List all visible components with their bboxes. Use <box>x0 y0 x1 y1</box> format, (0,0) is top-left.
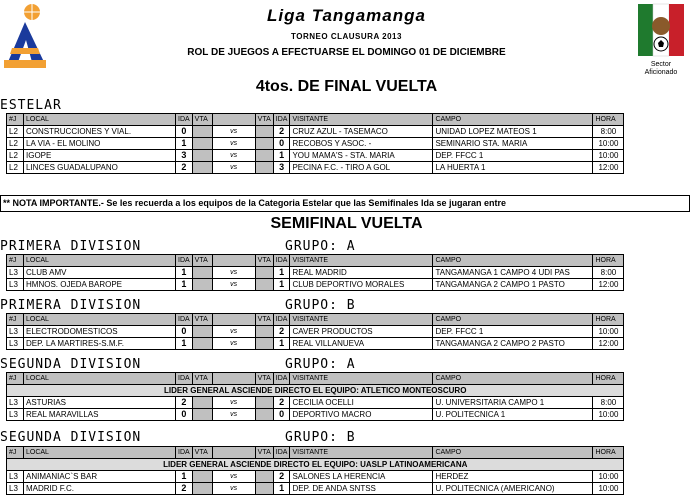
column-header-vs <box>212 255 255 267</box>
schedule-title: ROL DE JUEGOS A EFECTUARSE EL DOMINGO 01 DE DICIEMBRE <box>187 47 506 58</box>
group-label: GRUPO: B <box>285 298 356 313</box>
cell-vta2 <box>255 409 273 421</box>
cell-visitante: YOU MAMA'S - STA. MARIA <box>290 150 433 162</box>
cell-vta2 <box>255 150 273 162</box>
cell-local: LINCES GUADALUPANO <box>24 162 176 174</box>
cell-j: L2 <box>7 138 24 150</box>
table-row <box>7 126 624 138</box>
cell-hora: 10:00 <box>593 483 624 495</box>
cell-j: L3 <box>7 397 24 409</box>
cell-ida: 0 <box>176 326 193 338</box>
column-header-vs <box>212 373 255 385</box>
cell-vs: vs <box>212 126 255 138</box>
cell-vta2 <box>255 279 273 291</box>
table-header-row <box>7 314 624 326</box>
column-header-hora: HORA <box>593 255 624 267</box>
cell-vs: vs <box>212 397 255 409</box>
cell-vs: vs <box>212 138 255 150</box>
cell-ida: 1 <box>176 138 193 150</box>
table-row <box>7 471 624 483</box>
cell-vta2 <box>255 126 273 138</box>
group-label: GRUPO: B <box>285 430 356 445</box>
cell-local: ASTURIAS <box>24 397 176 409</box>
cell-hora: 10:00 <box>593 150 624 162</box>
cell-local: ANIMANIAC`S BAR <box>24 471 176 483</box>
column-header-hora: HORA <box>593 447 624 459</box>
column-header-campo: CAMPO <box>433 373 593 385</box>
column-header-ida2: IDA <box>273 447 290 459</box>
cell-visitante: CECILIA OCELLI <box>290 397 433 409</box>
division-label: PRIMERA DIVISION <box>0 239 142 254</box>
cell-j: L3 <box>7 409 24 421</box>
cell-ida: 0 <box>176 126 193 138</box>
cell-campo: DEP. FFCC 1 <box>433 150 593 162</box>
cell-visitante: REAL MADRID <box>290 267 433 279</box>
cell-ida2: 1 <box>273 338 290 350</box>
round1-title: 4tos. DE FINAL VUELTA <box>255 78 438 95</box>
cell-vta <box>192 483 212 495</box>
cell-hora: 10:00 <box>593 326 624 338</box>
column-header-visitante: VISITANTE <box>290 314 433 326</box>
cell-visitante: SALONES LA HERENCIA <box>290 471 433 483</box>
column-header-campo: CAMPO <box>433 114 593 126</box>
cell-campo: TANGAMANGA 2 CAMPO 1 PASTO <box>433 279 593 291</box>
column-header-visitante: VISITANTE <box>290 114 433 126</box>
cell-ida: 2 <box>176 162 193 174</box>
cell-campo: UNIDAD LOPEZ MATEOS 1 <box>433 126 593 138</box>
cell-vta <box>192 138 212 150</box>
table-row <box>7 162 624 174</box>
cell-ida2: 1 <box>273 267 290 279</box>
group-label: GRUPO: A <box>285 239 356 254</box>
cell-campo: SEMINARIO STA. MARIA <box>433 138 593 150</box>
table-header-row <box>7 447 624 459</box>
table-row <box>7 338 624 350</box>
column-header-visitante: VISITANTE <box>290 255 433 267</box>
cell-visitante: CRUZ AZUL - TASEMACO <box>290 126 433 138</box>
cell-vta <box>192 267 212 279</box>
round2-title: SEMIFINAL VUELTA <box>270 215 423 232</box>
column-header-visitante: VISITANTE <box>290 373 433 385</box>
division-label: SEGUNDA DIVISION <box>0 357 142 372</box>
header <box>0 0 693 78</box>
estelar-fixtures-table <box>6 113 624 174</box>
cell-vta2 <box>255 397 273 409</box>
cell-vs: vs <box>212 471 255 483</box>
leader-text: LIDER GENERAL ASCIENDE DIRECTO EL EQUIPO: ATLETICO MONTEOSCURO <box>7 385 624 397</box>
division-label: PRIMERA DIVISION <box>0 298 142 313</box>
cell-j: L3 <box>7 483 24 495</box>
cell-campo: HERDEZ <box>433 471 593 483</box>
leader-text: LIDER GENERAL ASCIENDE DIRECTO EL EQUIPO: UASLP LATINOAMERICANA <box>7 459 624 471</box>
cell-visitante: DEPORTIVO MACRO <box>290 409 433 421</box>
cell-vs: vs <box>212 279 255 291</box>
cell-local: IGOPE <box>24 150 176 162</box>
cell-hora: 8:00 <box>593 267 624 279</box>
table-row <box>7 397 624 409</box>
division-label: SEGUNDA DIVISION <box>0 430 142 445</box>
column-header-campo: CAMPO <box>433 447 593 459</box>
cell-vs: vs <box>212 162 255 174</box>
cell-visitante: PECINA F.C. - TIRO A GOL <box>290 162 433 174</box>
cell-local: DEP. LA MARTIRES-S.M.F. <box>24 338 176 350</box>
column-header-local: LOCAL <box>24 314 176 326</box>
cell-ida2: 1 <box>273 279 290 291</box>
important-note: ** NOTA IMPORTANTE.- Se les recuerda a los equipos de la Categoria Estelar que las Semifinales Ida se jugaran entre <box>0 195 690 212</box>
cell-vta <box>192 338 212 350</box>
cell-hora: 10:00 <box>593 471 624 483</box>
table-row <box>7 150 624 162</box>
cell-campo: LA HUERTA 1 <box>433 162 593 174</box>
cell-ida2: 1 <box>273 150 290 162</box>
cell-j: L2 <box>7 162 24 174</box>
column-header-campo: CAMPO <box>433 314 593 326</box>
cell-vs: vs <box>212 409 255 421</box>
column-header-vta2: VTA <box>255 255 273 267</box>
column-header-local: LOCAL <box>24 114 176 126</box>
cell-vta2 <box>255 483 273 495</box>
cell-hora: 8:00 <box>593 126 624 138</box>
cell-ida2: 3 <box>273 162 290 174</box>
column-header-vta2: VTA <box>255 373 273 385</box>
cell-j: L3 <box>7 471 24 483</box>
column-header-ida: IDA <box>176 373 193 385</box>
table-row <box>7 279 624 291</box>
cell-ida2: 0 <box>273 409 290 421</box>
cell-visitante: RECOBOS Y ASOC. - <box>290 138 433 150</box>
cell-local: CONSTRUCCIONES Y VIAL. <box>24 126 176 138</box>
column-header-ida2: IDA <box>273 373 290 385</box>
cell-hora: 10:00 <box>593 409 624 421</box>
cell-vta2 <box>255 162 273 174</box>
cell-vta2 <box>255 138 273 150</box>
column-header-vta: VTA <box>192 255 212 267</box>
logo-caption-sector: Sector <box>650 61 672 68</box>
column-header-ida2: IDA <box>273 255 290 267</box>
cell-j: L3 <box>7 338 24 350</box>
column-header-ida2: IDA <box>273 114 290 126</box>
cell-hora: 8:00 <box>593 397 624 409</box>
logo-caption-aficionado: Aficionado <box>644 69 678 76</box>
group-label: GRUPO: A <box>285 357 356 372</box>
column-header-hora: HORA <box>593 114 624 126</box>
column-header-vta: VTA <box>192 373 212 385</box>
cell-vta <box>192 409 212 421</box>
leader-row <box>7 385 624 397</box>
column-header-vta: VTA <box>192 114 212 126</box>
table-row <box>7 138 624 150</box>
table-row <box>7 409 624 421</box>
group-fixtures-table <box>6 313 624 350</box>
cell-visitante: CAVER PRODUCTOS <box>290 326 433 338</box>
column-header-vta2: VTA <box>255 447 273 459</box>
column-header-local: LOCAL <box>24 447 176 459</box>
cell-campo: U. POLITECNICA (AMERICANO) <box>433 483 593 495</box>
cell-vs: vs <box>212 267 255 279</box>
column-header-visitante: VISITANTE <box>290 447 433 459</box>
cell-campo: TANGAMANGA 2 CAMPO 2 PASTO <box>433 338 593 350</box>
column-header-ida: IDA <box>176 447 193 459</box>
cell-vs: vs <box>212 338 255 350</box>
cell-visitante: DEP. DE ANDA SNTSS <box>290 483 433 495</box>
cell-vta <box>192 150 212 162</box>
cell-ida2: 2 <box>273 326 290 338</box>
cell-j: L3 <box>7 326 24 338</box>
cell-ida2: 2 <box>273 397 290 409</box>
cell-ida2: 1 <box>273 483 290 495</box>
column-header-vta2: VTA <box>255 314 273 326</box>
column-header-vta: VTA <box>192 447 212 459</box>
group-fixtures-table <box>6 372 624 421</box>
column-header-vta2: VTA <box>255 114 273 126</box>
cell-vta <box>192 126 212 138</box>
cell-vta <box>192 326 212 338</box>
cell-ida: 1 <box>176 279 193 291</box>
cell-vs: vs <box>212 150 255 162</box>
cell-local: MADRID F.C. <box>24 483 176 495</box>
cell-vta2 <box>255 338 273 350</box>
cell-vta <box>192 162 212 174</box>
cell-local: ELECTRODOMESTICOS <box>24 326 176 338</box>
cell-j: L2 <box>7 126 24 138</box>
cell-vta <box>192 471 212 483</box>
cell-ida: 2 <box>176 397 193 409</box>
column-header-ida: IDA <box>176 255 193 267</box>
league-title: Liga Tangamanga <box>267 6 426 25</box>
column-header-vs <box>212 314 255 326</box>
cell-vs: vs <box>212 483 255 495</box>
column-header-id: #J <box>7 373 24 385</box>
cell-visitante: REAL VILLANUEVA <box>290 338 433 350</box>
cell-hora: 12:00 <box>593 338 624 350</box>
cell-vs: vs <box>212 326 255 338</box>
cell-hora: 12:00 <box>593 162 624 174</box>
cell-local: LA VIA - EL MOLINO <box>24 138 176 150</box>
column-header-vs <box>212 447 255 459</box>
cell-ida: 1 <box>176 267 193 279</box>
cell-campo: U. UNIVERSITARIA CAMPO 1 <box>433 397 593 409</box>
cell-ida: 1 <box>176 338 193 350</box>
column-header-vs <box>212 114 255 126</box>
column-header-vta: VTA <box>192 314 212 326</box>
column-header-hora: HORA <box>593 373 624 385</box>
column-header-ida: IDA <box>176 314 193 326</box>
table-row <box>7 326 624 338</box>
cell-ida2: 2 <box>273 126 290 138</box>
cell-local: HMNOS. OJEDA BAROPE <box>24 279 176 291</box>
cell-j: L3 <box>7 267 24 279</box>
column-header-id: #J <box>7 255 24 267</box>
column-header-local: LOCAL <box>24 373 176 385</box>
column-header-ida2: IDA <box>273 314 290 326</box>
group-fixtures-table <box>6 254 624 291</box>
column-header-local: LOCAL <box>24 255 176 267</box>
cell-vta <box>192 397 212 409</box>
cell-j: L3 <box>7 279 24 291</box>
table-header-row <box>7 114 624 126</box>
cell-vta <box>192 279 212 291</box>
cell-ida: 0 <box>176 409 193 421</box>
leader-row <box>7 459 624 471</box>
cell-vta2 <box>255 267 273 279</box>
section-estelar: ESTELAR <box>0 98 62 113</box>
cell-ida2: 2 <box>273 471 290 483</box>
cell-vta2 <box>255 471 273 483</box>
cell-local: REAL MARAVILLAS <box>24 409 176 421</box>
cell-ida: 2 <box>176 483 193 495</box>
cell-campo: U. POLITECNICA 1 <box>433 409 593 421</box>
column-header-id: #J <box>7 447 24 459</box>
cell-visitante: CLUB DEPORTIVO MORALES <box>290 279 433 291</box>
group-fixtures-table <box>6 446 624 495</box>
cell-j: L2 <box>7 150 24 162</box>
cell-hora: 10:00 <box>593 138 624 150</box>
column-header-id: #J <box>7 114 24 126</box>
cell-hora: 12:00 <box>593 279 624 291</box>
column-header-hora: HORA <box>593 314 624 326</box>
cell-ida: 3 <box>176 150 193 162</box>
tournament-name: TORNEO CLAUSURA 2013 <box>291 32 402 41</box>
cell-campo: DEP. FFCC 1 <box>433 326 593 338</box>
table-header-row <box>7 373 624 385</box>
column-header-id: #J <box>7 314 24 326</box>
table-row <box>7 267 624 279</box>
table-header-row <box>7 255 624 267</box>
column-header-campo: CAMPO <box>433 255 593 267</box>
cell-ida2: 0 <box>273 138 290 150</box>
column-header-ida: IDA <box>176 114 193 126</box>
cell-ida: 1 <box>176 471 193 483</box>
cell-campo: TANGAMANGA 1 CAMPO 4 UDI PAS <box>433 267 593 279</box>
cell-local: CLUB AMV <box>24 267 176 279</box>
cell-vta2 <box>255 326 273 338</box>
table-row <box>7 483 624 495</box>
sector-aficionado-logo-icon <box>632 2 690 76</box>
